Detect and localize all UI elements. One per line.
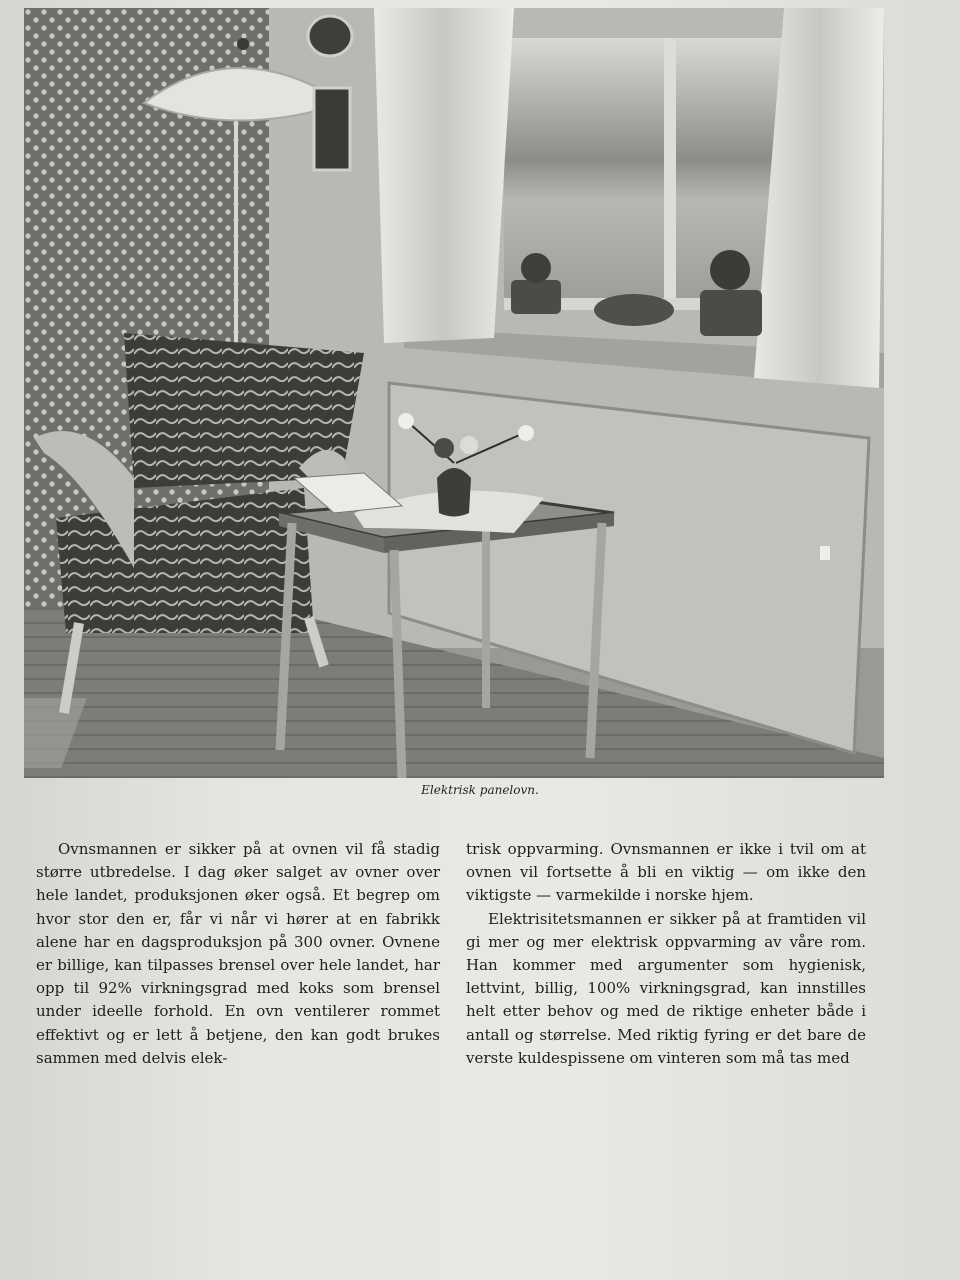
- flower-pot: [700, 290, 762, 336]
- text-column-left: [36, 838, 440, 1070]
- body-paragraph: Ovnsmannen er sikker på at ovnen vil få stadig større utbredelse. I dag øker salget av ovner over hele landet, produksjonen øker også. Et begrep om hvor stor den er, får vi når vi hører at en fabrikk alene har en dagsproduksjon på 300 ovner. Ovnene er billige, kan tilpasses brensel over hele landet, har opp til 92% virkningsgrad med koks som brensel under ideelle forhold. En ovn ventilerer rommet effektivt og er lett å betjene, den kan godt brukes sammen med delvis elek-: [36, 840, 440, 1067]
- flower-pot: [511, 280, 561, 314]
- photo-caption: Elektrisk panelovn.: [421, 783, 539, 797]
- room-photograph: [24, 8, 884, 778]
- wall-mirror: [308, 16, 352, 56]
- flower-bowl: [594, 294, 674, 326]
- body-paragraph: trisk oppvarming. Ovnsmannen er ikke i tvil om at ovnen vil fortsette å bli en viktig — om ikke den viktigste — varmekilde i norske hjem.: [466, 840, 866, 905]
- left-curtain: [374, 8, 514, 343]
- body-paragraph: Elektrisitetsmannen er sikker på at framtiden vil gi mer og mer elektrisk oppvarming av våre rom. Han kommer med argumenter som hygienisk, lettvint, billig, 100% virkningsgrad, kan innstilles helt etter behov og med de riktige enheter både i antall og størrelse. Med riktig fyring er det bare de verste kuldespissene om vinteren som må tas med: [466, 909, 866, 1067]
- photo-illustration: [24, 8, 884, 778]
- wall-picture: [314, 88, 350, 170]
- text-column-right: [466, 838, 866, 1070]
